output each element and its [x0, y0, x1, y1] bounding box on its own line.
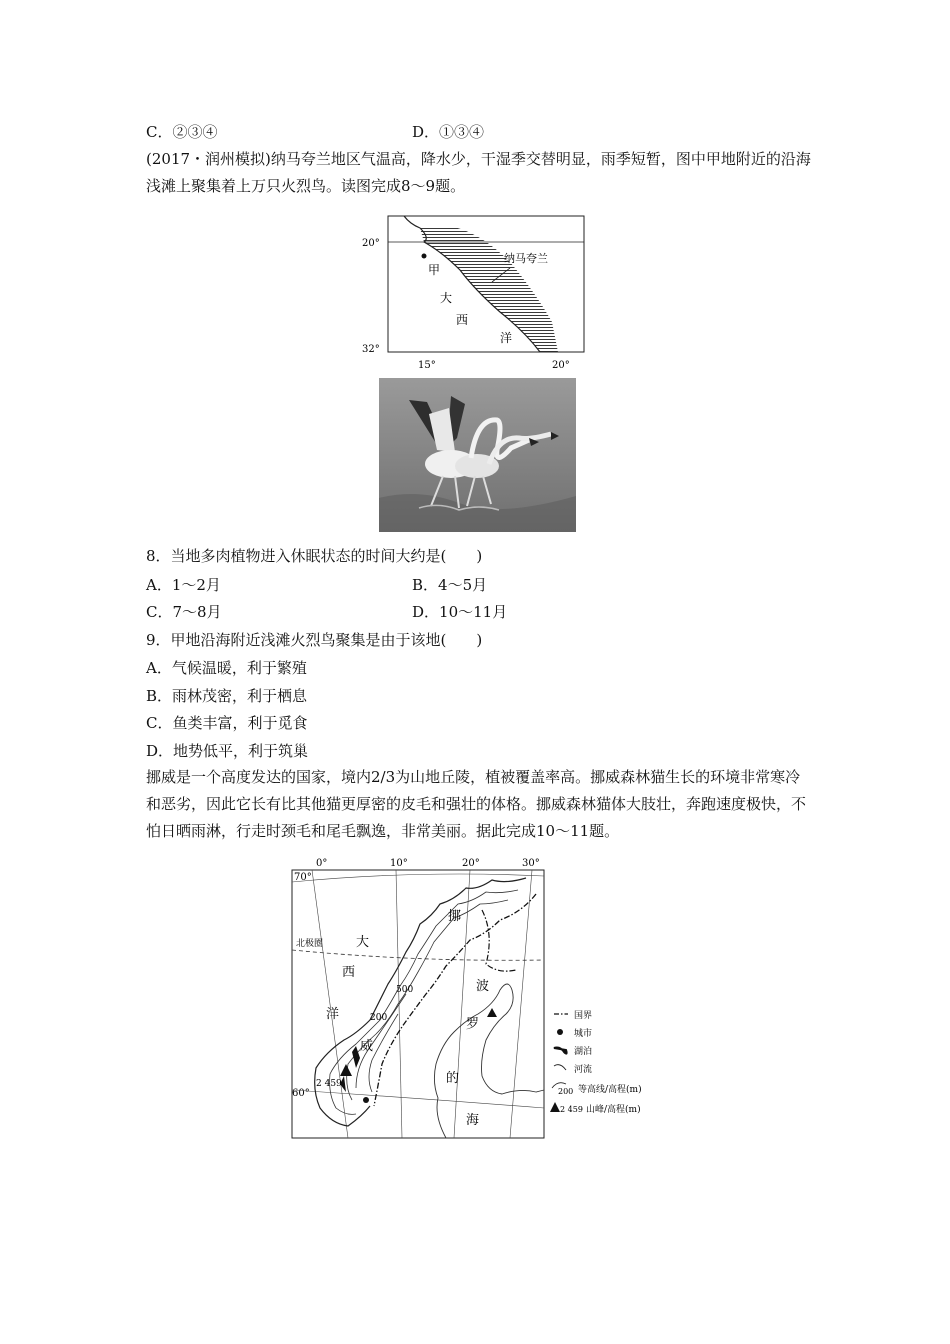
lat-20-label: 20°	[362, 238, 380, 249]
norway-char-1: 挪	[448, 909, 462, 924]
peak-marker	[340, 1064, 352, 1076]
atlantic-char-3: 洋	[326, 1007, 340, 1022]
namaqualand-map	[360, 212, 590, 372]
lon-10-label: 10°	[390, 858, 408, 869]
ocean-char-3: 洋	[500, 331, 513, 345]
q9-option-d: D．地势低平，利于筑巢	[146, 742, 309, 760]
lat-32-label: 32°	[362, 344, 380, 355]
lat-60-label: 60°	[292, 1088, 310, 1099]
ocean-char-1: 大	[440, 291, 453, 305]
namaqualand-label: 纳马夸兰	[504, 252, 548, 265]
legend-river-label: 河流	[574, 1065, 593, 1075]
city-oslo-marker	[363, 1097, 369, 1103]
baltic-char-4: 海	[466, 1113, 480, 1128]
baltic-char-3: 的	[446, 1071, 460, 1086]
legend-city-label: 城市	[574, 1029, 593, 1039]
option-d-prev: D．①③④	[412, 123, 485, 141]
norway-char-2: 威	[360, 1039, 374, 1054]
legend-border-label: 国界	[574, 1011, 593, 1021]
lon-30-label: 30°	[522, 858, 540, 869]
legend-lake-label: 湖泊	[574, 1047, 593, 1057]
q8-option-a: A．1～2月	[146, 576, 221, 594]
intro-paragraph-namaqualand: (2017・润州模拟)纳马夸兰地区气温高，降水少，干湿季交替明显，雨季短暂，图中甲地附近的沿海浅滩上聚集着上万只火烈鸟。读图完成8～9题。	[146, 150, 811, 195]
q8-option-b: B．4～5月	[412, 576, 488, 594]
baltic-char-2: 罗	[466, 1017, 480, 1032]
ocean-char-2: 西	[456, 313, 469, 327]
point-jia-marker	[422, 254, 427, 259]
q9-option-a: A．气候温暖，利于繁殖	[146, 659, 307, 677]
legend-contour-value: 200	[558, 1087, 574, 1096]
baltic-char-1: 波	[476, 979, 490, 994]
atlantic-char-1: 大	[356, 935, 370, 950]
lon-15-label: 15°	[418, 360, 436, 371]
lon-20-label: 20°	[462, 858, 480, 869]
norway-coastline	[315, 878, 526, 1126]
point-jia-label: 甲	[428, 263, 441, 277]
lon-0-label: 0°	[316, 858, 328, 869]
norway-map	[286, 854, 686, 1144]
lon-20-label: 20°	[552, 360, 570, 371]
q9-option-c: C．鱼类丰富，利于觅食	[146, 714, 308, 732]
arctic-circle-label: 北极圈	[296, 939, 324, 949]
q8-option-d: D．10～11月	[412, 603, 508, 621]
lat-70-label: 70°	[294, 872, 312, 883]
legend-peak-label: 山峰/高程(m)	[586, 1105, 641, 1115]
legend-contour-label: 等高线/高程(m)	[578, 1085, 642, 1095]
intro-paragraph-norway: 挪威是一个高度发达的国家，境内2/3为山地丘陵，植被覆盖率高。挪威森林猫生长的环境非常寒冷和恶劣，因此它长有比其他猫更厚密的皮毛和强壮的体格。挪威森林猫体大肢壮，奔跑速度极快，不怕日晒雨淋，行走时颈毛和尾毛飘逸，非常美丽。据此完成10～11题。	[146, 768, 807, 840]
baltic-coastline	[434, 984, 544, 1138]
contour-500-label: 500	[396, 985, 414, 995]
namaqualand-region	[420, 226, 558, 352]
contour-200-label: 200	[370, 1013, 388, 1023]
peak-marker-east	[487, 1008, 497, 1017]
q8-option-c: C．7～8月	[146, 603, 222, 621]
arctic-circle-line	[292, 950, 544, 960]
map-legend	[550, 1010, 642, 1115]
q9-option-b: B．雨林茂密，利于栖息	[146, 687, 308, 705]
atlantic-char-2: 西	[342, 965, 356, 980]
flamingo-photo	[379, 378, 576, 532]
legend-peak-value: 2 459	[560, 1105, 583, 1114]
peak-label: 2 459	[316, 1079, 342, 1089]
option-c-prev: C．②③④	[146, 123, 218, 141]
q9-stem: 9．甲地沿海附近浅滩火烈鸟聚集是由于该地( )	[146, 631, 483, 649]
q8-stem: 8．当地多肉植物进入休眠状态的时间大约是( )	[146, 547, 483, 565]
